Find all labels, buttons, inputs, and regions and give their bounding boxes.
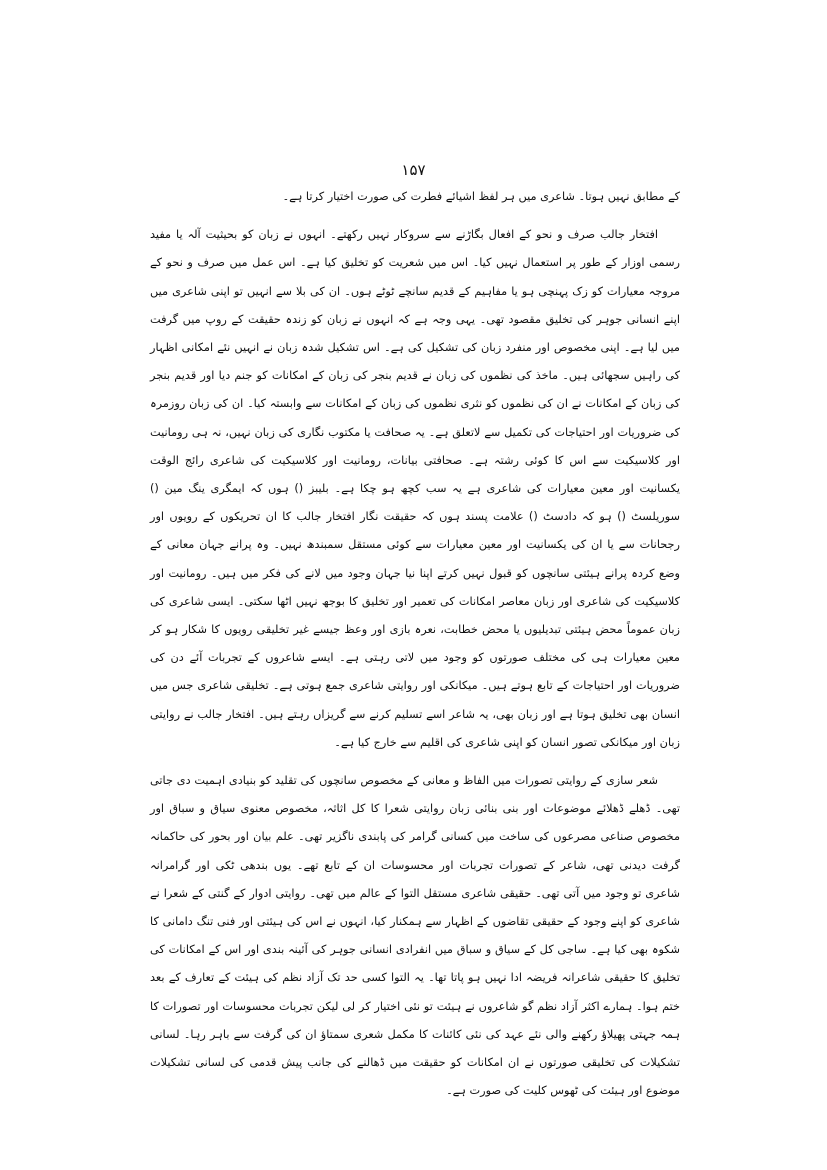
page-number: ۱۵۷ xyxy=(401,161,426,179)
paragraph-iftikhar-jalib: افتخار جالب صرف و نحو کے افعال بگاڑنے سے سروکار نہیں رکھتے۔ انہوں نے زبان کو بحیثیت آلہ یا مفید رسمی اوزار کے طور پر استعمال نہیں کیا۔ اس میں شعریت کو تخلیق کیا ہے۔ اس عمل میں صرف و نحو کے مروجہ معیارات کو زک پہنچی ہو یا مفاہیم کے قدیم سانچے ٹوٹے ہوں۔ ان کی بلا سے انہیں تو اپنی شاعری میں اپنے انسانی جوہر کی تخلیق مقصود تھی۔ یہی وجہ ہے کہ انہوں نے زبان کو زندہ حقیقت کے روپ میں گرفت میں لیا ہے۔ اپنی مخصوص اور منفرد زبان کی تشکیل کی ہے۔ اس تشکیل شدہ زبان نے انہیں نئے امکانی اظہار کی راہیں سجھائی ہیں۔ ماخذ کی نظموں کی زبان نے قدیم بنجر کی زبان کے امکانات کو جنم دیا اور قدیم بنجر کی زبان کے امکانات نے ان کی نظموں کو نثری نظموں کی زبان کے امکانات سے وابستہ کیا۔ ان کی زبان روزمرہ کی ضروریات اور احتیاجات کی تکمیل سے لاتعلق ہے۔ یہ صحافت یا مکتوب نگاری کی زبان نہیں، نہ ہی رومانیت اور کلاسیکیت سے اس کا کوئی رشتہ ہے۔ صحافتی بیانات، رومانیت اور کلاسیکیت کی شاعری رائج الوقت یکسانیت اور معین معیارات کی شاعری ہے یہ سب کچھ ہو چکا ہے۔ بلیبز () ہوں کہ ایمگری ینگ مین () سوریلسٹ () ہو کہ دادسٹ () علامت پسند ہوں کہ حقیقت نگار افتخار جالب کا ان تحریکوں کے رویوں اور رجحانات سے یا ان کی یکسانیت اور معین معیارات سے کوئی مستقل سمبندھ نہیں۔ وہ پرانے جہان معانی کے وضع کردہ پرانے ہیئتی سانچوں کو قبول نہیں کرتے اپنا نیا جہان وجود میں لانے کی فکر میں ہیں۔ رومانیت اور کلاسیکیت کی شاعری اور زبان معاصر امکانات کی تعمیر اور تخلیق کا بوجھ نہیں اٹھا سکتی۔ ایسی شاعری کی زبان عموماً محض ہیئتی تبدیلیوں یا محض خطابت، نعرہ بازی اور وعظ جیسے غیر تخلیقی رویوں کا شکار ہو کر معین معیارات ہی کی مختلف صورتوں کو وجود میں لاتی رہتی ہے۔ ایسے شاعروں کے تجربات آئے دن کی ضروریات اور احتیاجات کے تابع ہوتے ہیں۔ میکانکی اور روایتی شاعری جمع ہوتی ہے۔ تخلیقی شاعری جس میں انسان بھی تخلیق ہوتا ہے اور زبان بھی، یہ شاعر اسے تسلیم کرنے سے گریزاں رہتے ہیں۔ افتخار جالب نے روایتی زبان اور میکانکی تصور انسان کو اپنی شاعری کی اقلیم سے خارج کیا ہے۔ xyxy=(150,228,680,749)
paragraph-continuation: کے مطابق نہیں ہوتا۔ شاعری میں ہر لفظ اشیائے فطرت کی صورت اختیار کرتا ہے۔ xyxy=(282,190,680,203)
paragraph-sher-sazi: شعر سازی کے روایتی تصورات میں الفاظ و معانی کے مخصوص سانچوں کی تقلید کو بنیادی اہمیت دی جاتی تھی۔ ڈھلے ڈھلائے موضوعات اور بنی بنائی زبان روایتی شعرا کا کل اثاثہ، مخصوص معنوی سیاق و سباق اور مخصوص صناعی مصرعوں کی ساخت میں کسانی گرامر کی پابندی ناگزیر تھی۔ علم بیان اور بحور کی حاکمانہ گرفت دیدنی تھی، شاعر کے تصورات تجربات اور محسوسات ان کے تابع تھے۔ یوں بندھی ٹکی اور گرامرانہ شاعری تو وجود میں آتی تھی۔ حقیقی شاعری مستقل التوا کے عالم میں تھی۔ روایتی ادوار کے گنتی کے شعرا نے شاعری کو اپنے وجود کے حقیقی تقاضوں کے اظہار سے ہمکنار کیا، انہوں نے اس کی ہیئتی اور فنی تنگ دامانی کا شکوہ بھی کیا ہے۔ ساجی کل کے سیاق و سباق میں انفرادی انسانی جوہر کی آئینہ بندی اور اس کے امکانات کی تخلیق کا حقیقی شاعرانہ فریضہ ادا نہیں ہو پاتا تھا۔ یہ التوا کسی حد تک آزاد نظم کی ہیئت کے تعارف کے بعد ختم ہوا۔ ہمارے اکثر آزاد نظم گو شاعروں نے ہیئت تو نئی اختیار کر لی لیکن تجربات محسوسات اور تصورات کا ہمہ جہتی پھیلاؤ رکھنے والی نئے عہد کی نئی کائنات کا مکمل شعری سمتاؤ ان کی گرفت سے باہر رہا۔ لسانی تشکیلات کی تخلیقی صورتوں نے ان امکانات کو حقیقت میں ڈھالنے کی جانب پیش قدمی کی لسانی تشکیلات موضوع اور ہیئت کی ٹھوس کلیت کی صورت ہے۔ xyxy=(150,774,680,1098)
body-text xyxy=(150,183,680,1106)
